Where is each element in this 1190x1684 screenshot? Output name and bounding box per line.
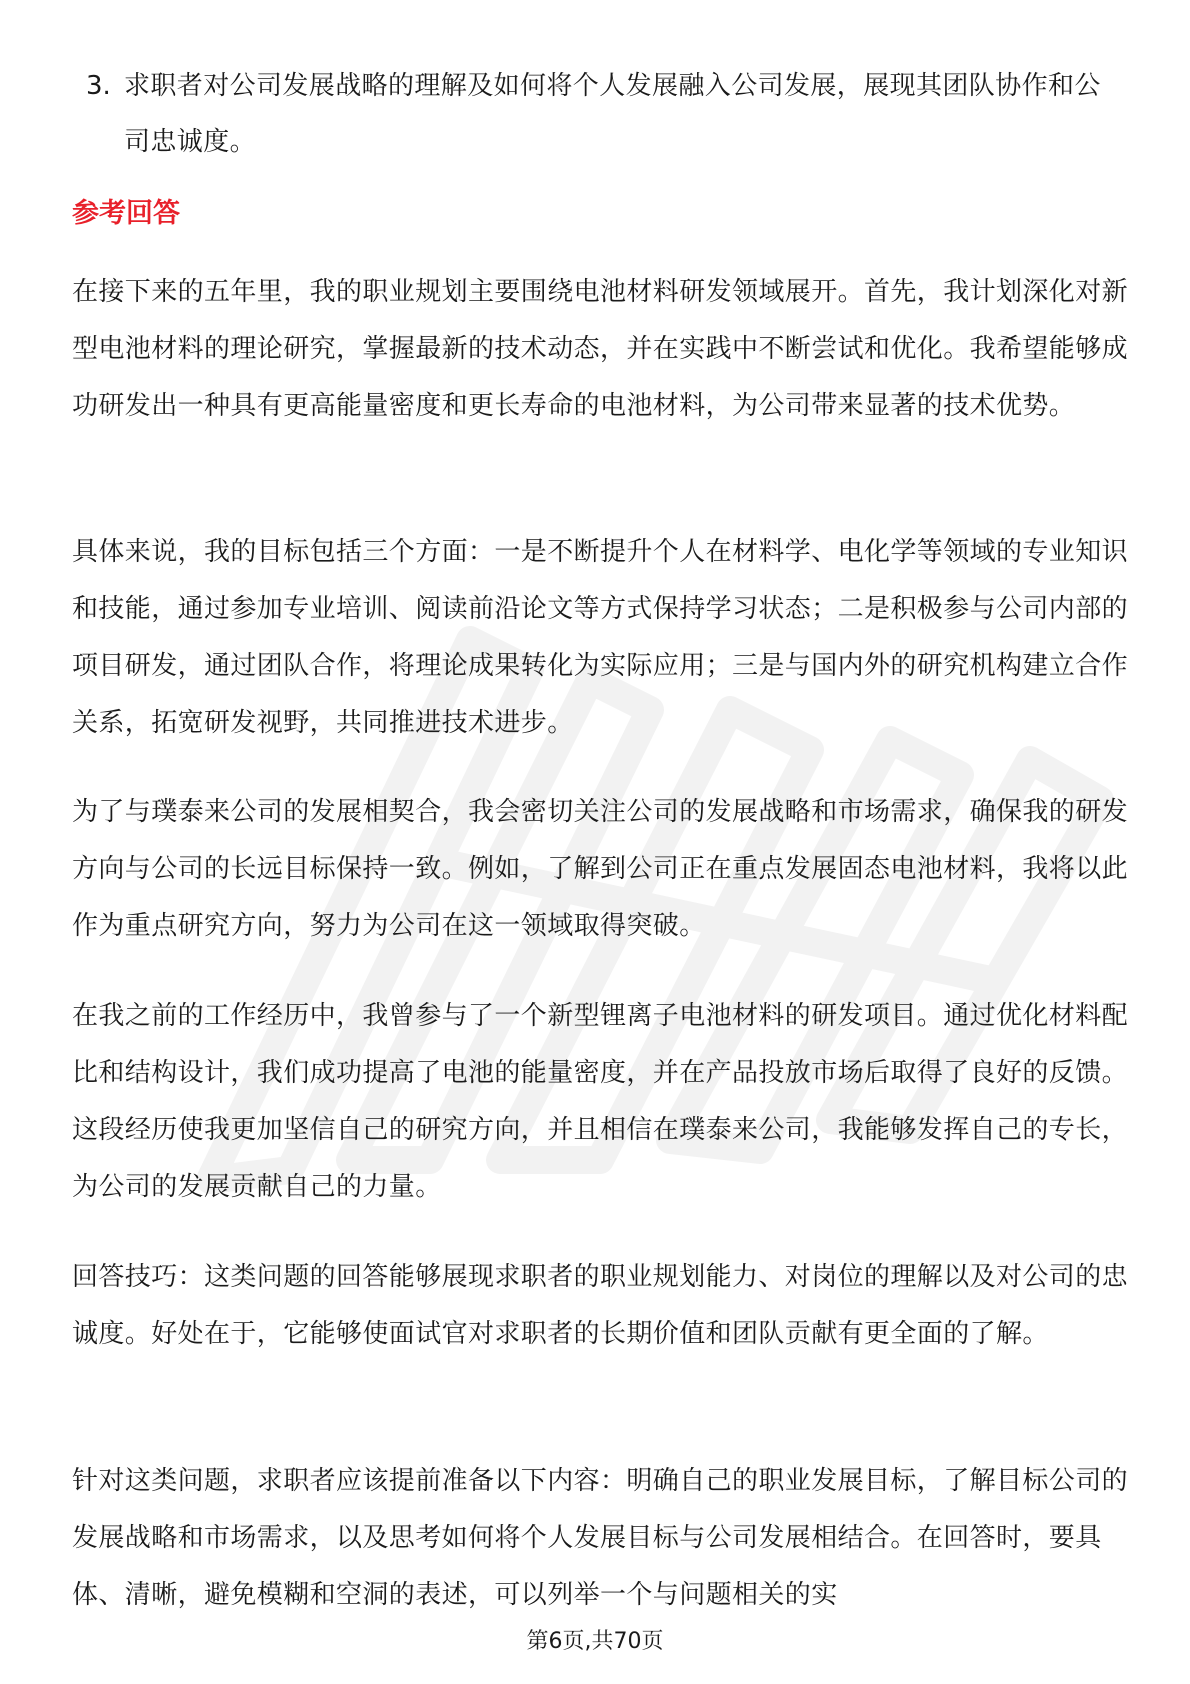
- list-item-number: 3.: [86, 71, 111, 101]
- paragraph: 针对这类问题，求职者应该提前准备以下内容：明确自己的职业发展目标，了解目标公司的发展战略和市场需求，以及思考如何将个人发展目标与公司发展相结合。在回答时，要具体、清晰，避免模糊和空洞的表述，可以列举一个与问题相关的实: [72, 1466, 1129, 1610]
- answer-tips-paragraph: 回答技巧：这类问题的回答能够展现求职者的职业规划能力、对岗位的理解以及对公司的忠诚度。好处在于，它能够使面试官对求职者的长期价值和团队贡献有更全面的了解。: [72, 1262, 1129, 1349]
- list-item-text: 求职者对公司发展战略的理解及如何将个人发展融入公司发展，展现其团队协作和公司忠诚度。: [124, 71, 1101, 157]
- paragraph: 具体来说，我的目标包括三个方面：一是不断提升个人在材料学、电化学等领域的专业知识和技能，通过参加专业培训、阅读前沿论文等方式保持学习状态；二是积极参与公司内部的项目研发，通过团队合作，将理论成果转化为实际应用；三是与国内外的研究机构建立合作关系，拓宽研发视野，共同推进技术进步。: [72, 537, 1129, 738]
- paragraph: 在我之前的工作经历中，我曾参与了一个新型锂离子电池材料的研发项目。通过优化材料配比和结构设计，我们成功提高了电池的能量密度，并在产品投放市场后取得了良好的反馈。这段经历使我更加坚信自己的研究方向，并且相信在璞泰来公司，我能够发挥自己的专长，为公司的发展贡献自己的力量。: [72, 1001, 1129, 1202]
- numbered-list-item: [86, 58, 1126, 170]
- paragraph: 为了与璞泰来公司的发展相契合，我会密切关注公司的发展战略和市场需求，确保我的研发方向与公司的长远目标保持一致。例如，了解到公司正在重点发展固态电池材料，我将以此作为重点研究方向，努力为公司在这一领域取得突破。: [72, 797, 1129, 941]
- section-heading: 参考回答: [72, 198, 180, 229]
- page-number-footer: 第6页,共70页: [526, 1629, 664, 1654]
- paragraph: 在接下来的五年里，我的职业规划主要围绕电池材料研发领域展开。首先，我计划深化对新型电池材料的理论研究，掌握最新的技术动态，并在实践中不断尝试和优化。我希望能够成功研发出一种具有更高能量密度和更长寿命的电池材料，为公司带来显著的技术优势。: [72, 277, 1129, 421]
